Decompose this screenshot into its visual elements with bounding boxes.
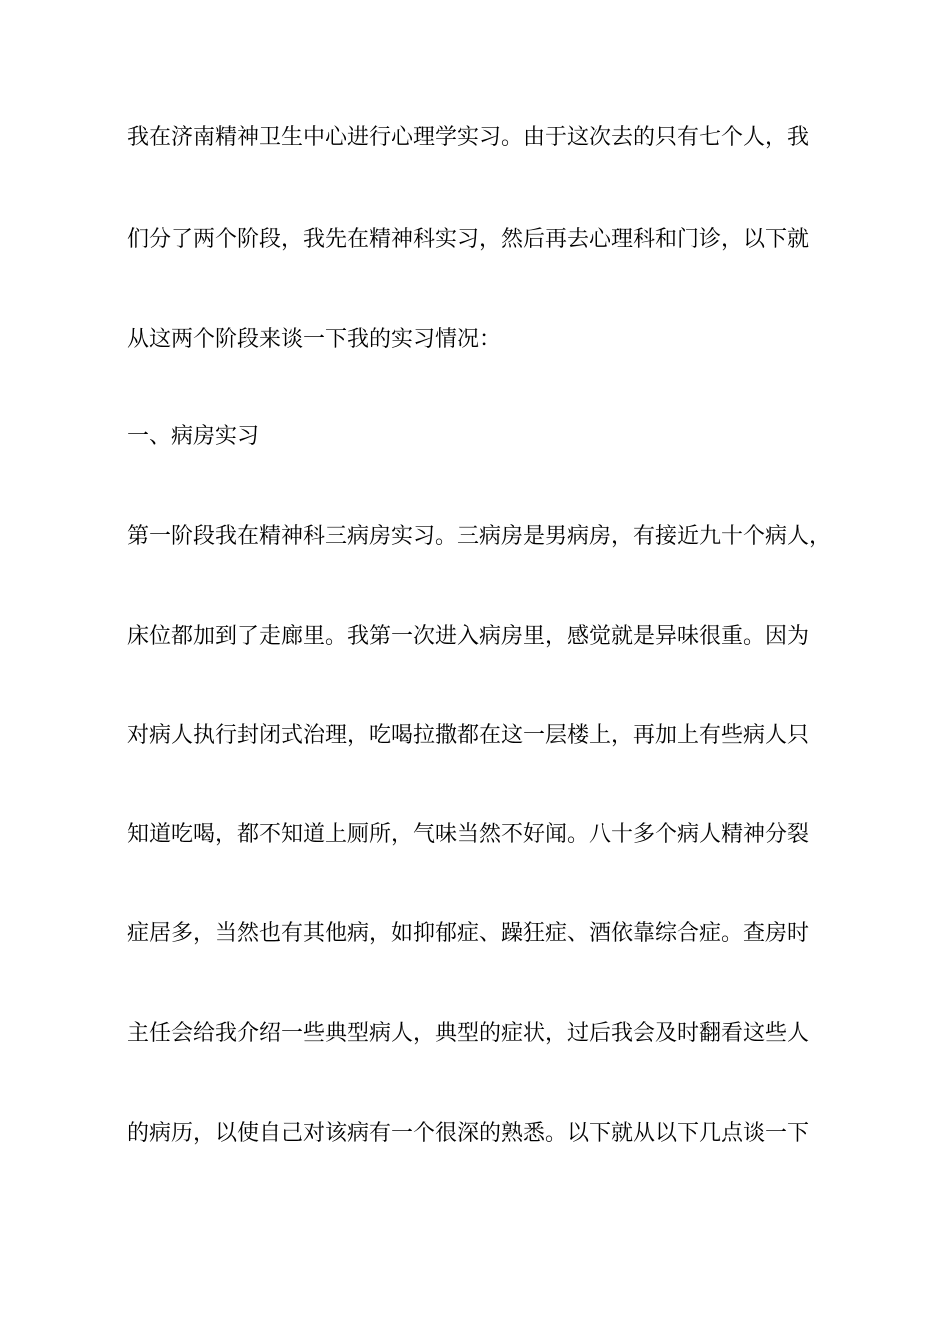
paragraph-line: 知道吃喝，都不知道上厕所，气味当然不好闻。八十多个病人精神分裂 <box>127 822 810 847</box>
paragraph-line: 从这两个阶段来谈一下我的实习情况： <box>127 327 502 352</box>
section-heading: 一、病房实习 <box>127 424 260 449</box>
paragraph-line: 对病人执行封闭式治理，吃喝拉撒都在这一层楼上，再加上有些病人只 <box>127 723 810 748</box>
paragraph-line: 床位都加到了走廊里。我第一次进入病房里，感觉就是异味很重。因为 <box>127 624 810 649</box>
paragraph-line: 症居多，当然也有其他病，如抑郁症、躁狂症、酒依靠综合症。查房时 <box>127 921 810 946</box>
paragraph-line: 第一阶段我在精神科三病房实习。三病房是男病房，有接近九十个病人， <box>127 524 832 549</box>
paragraph-line: 们分了两个阶段，我先在精神科实习，然后再去心理科和门诊，以下就 <box>127 227 810 252</box>
paragraph-line: 的病历，以使自己对该病有一个很深的熟悉。以下就从以下几点谈一下 <box>127 1121 810 1146</box>
paragraph-line: 主任会给我介绍一些典型病人，典型的症状，过后我会及时翻看这些人 <box>127 1021 810 1046</box>
paragraph-line: 我在济南精神卫生中心进行心理学实习。由于这次去的只有七个人，我 <box>127 125 810 150</box>
